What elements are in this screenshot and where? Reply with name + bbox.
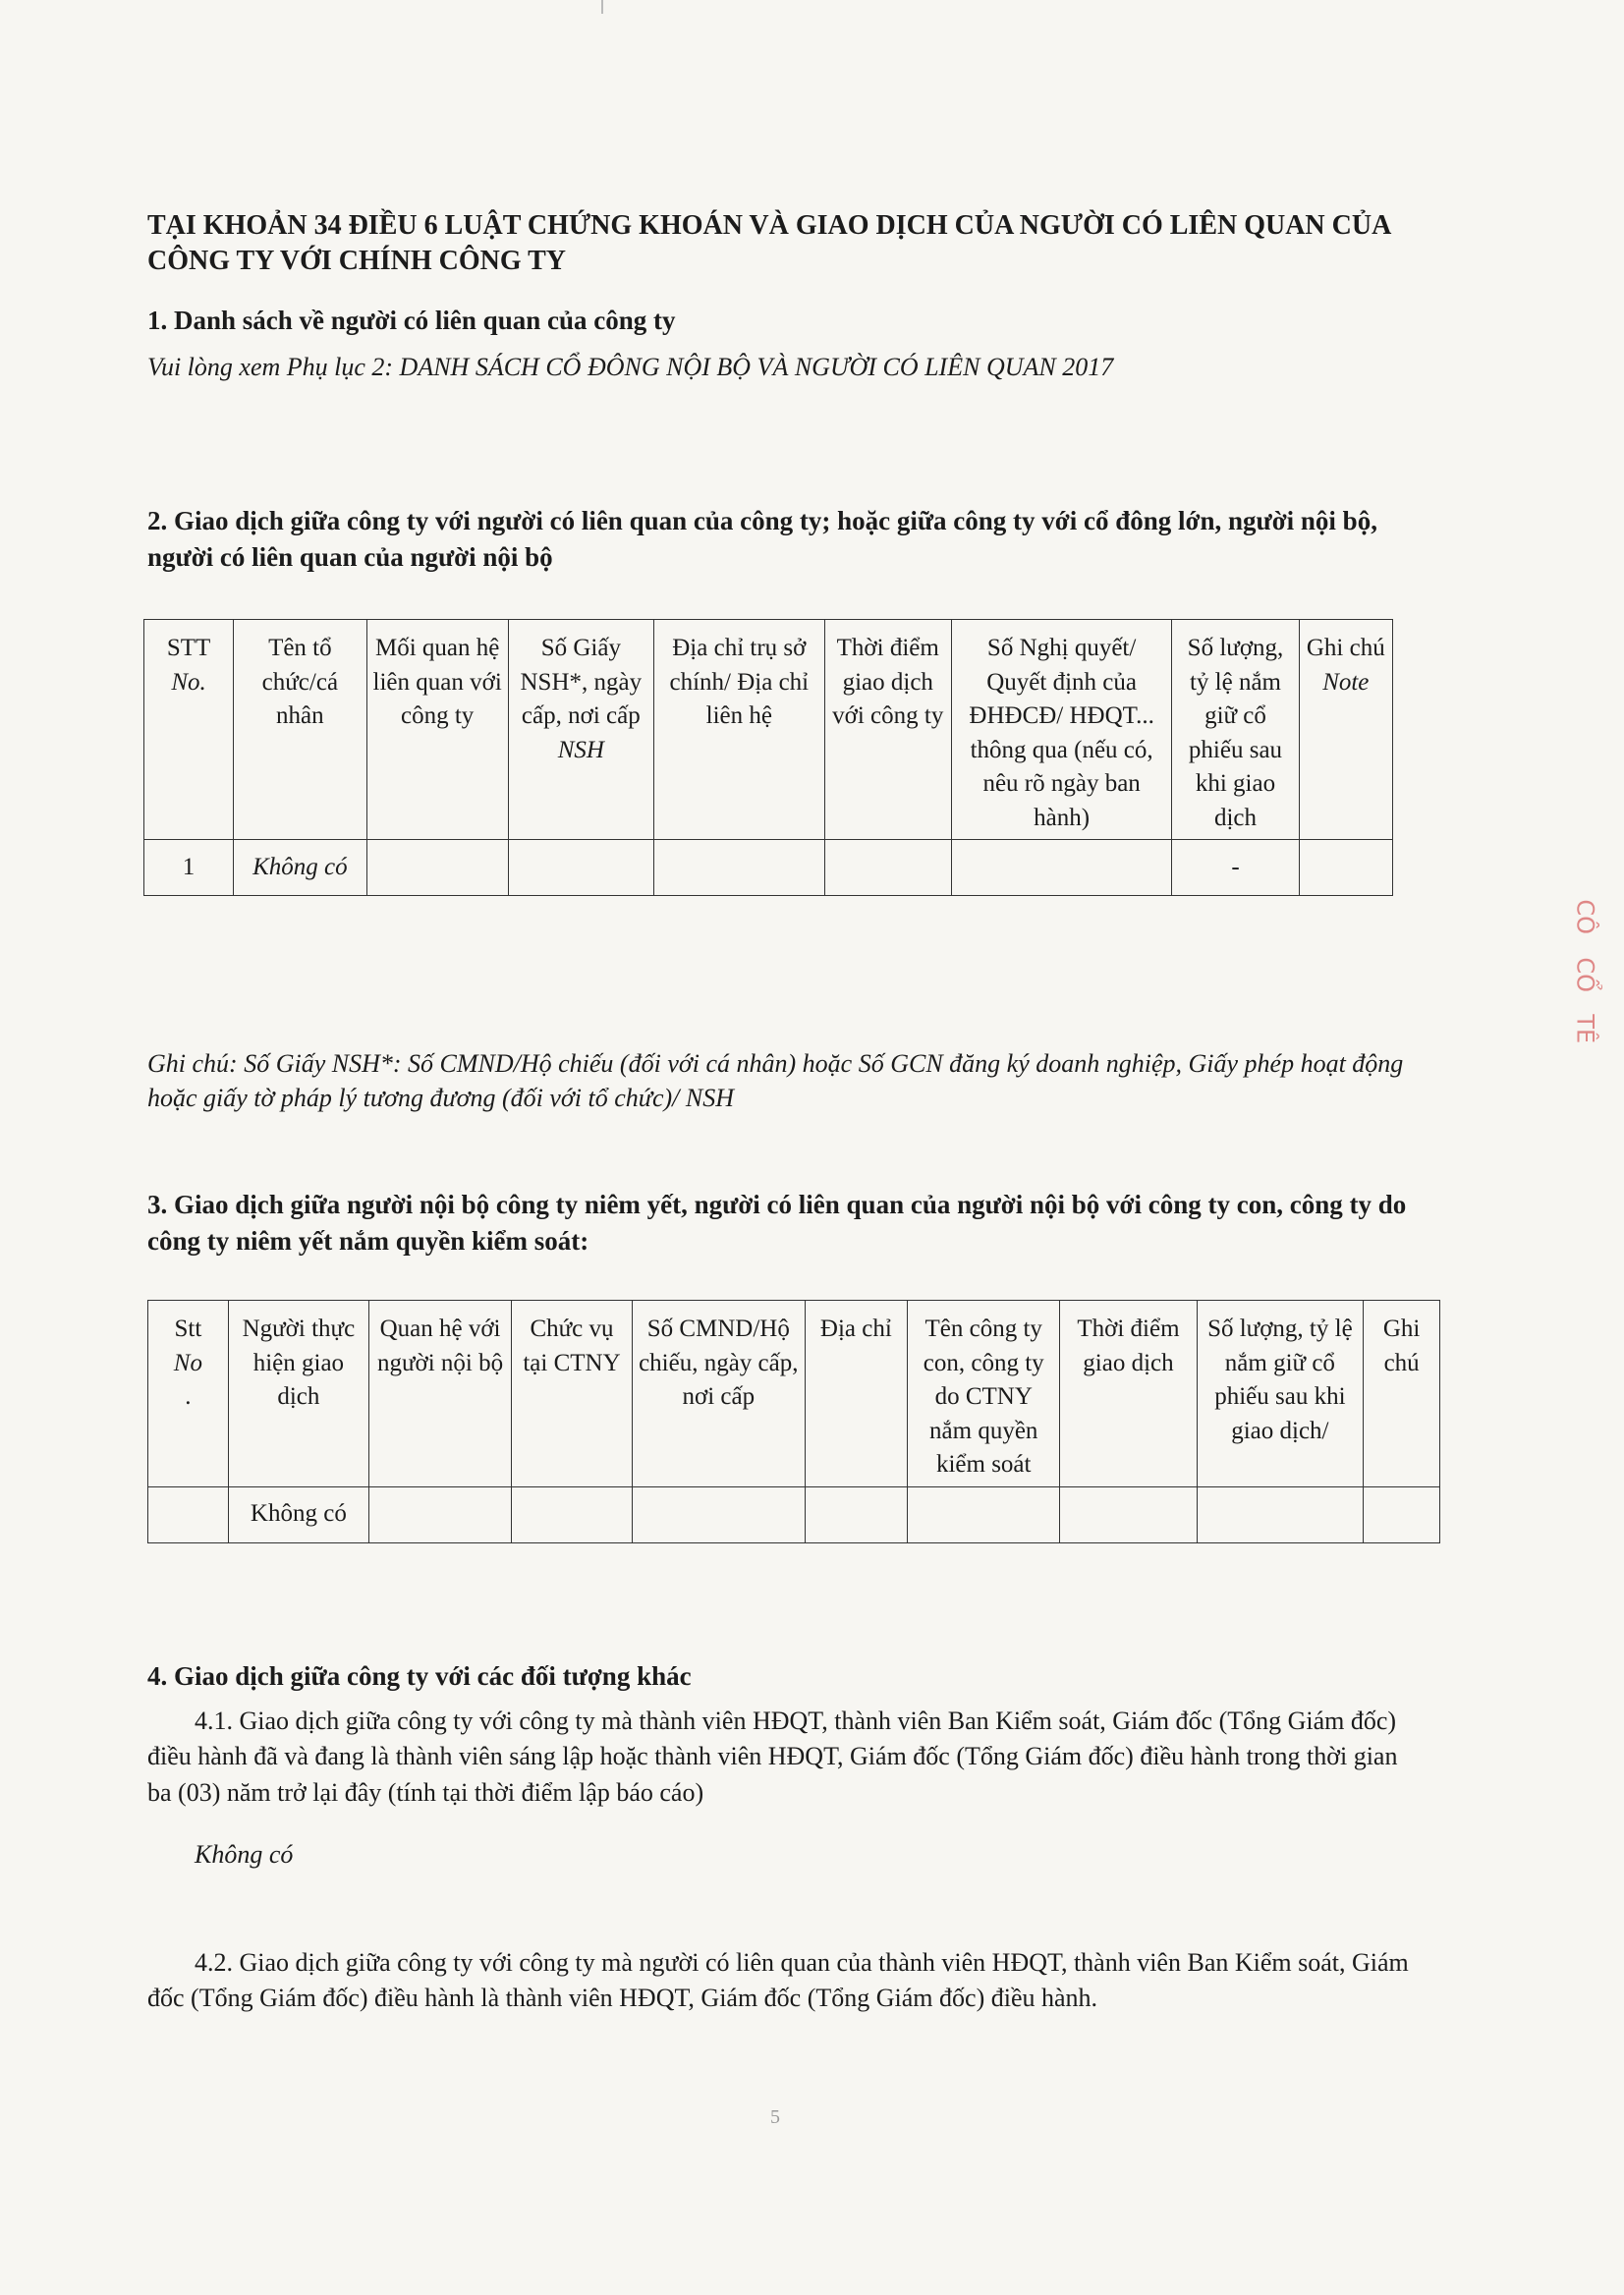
table-header-row bbox=[144, 620, 1393, 840]
section-4-2-text: 4.2. Giao dịch giữa công ty với công ty mà người có liên quan của thành viên HĐQT, thành viên Ban Kiểm soát, Giám đốc (Tổng Giám đốc) điều hành là thành viên HĐQT, Giám đốc (Tổng Giám đốc) điều hành. bbox=[147, 1948, 1409, 2013]
section-2-note: Ghi chú: Số Giấy NSH*: Số CMND/Hộ chiếu (đối với cá nhân) hoặc Số GCN đăng ký doanh nghiệp, Giấy phép hoạt động hoặc giấy tờ pháp lý tương đương (đối với tổ chức)/ NSH bbox=[147, 1049, 1404, 1113]
row-name: Không có bbox=[228, 1486, 368, 1542]
header-id: Số CMND/Hộ chiếu, ngày cấp, nơi cấp bbox=[632, 1301, 805, 1487]
table-header-row bbox=[148, 1301, 1440, 1487]
header-position: Chức vụ tại CTNY bbox=[512, 1301, 633, 1487]
section-3-title: 3. Giao dịch giữa người nội bộ công ty niêm yết, người có liên quan của người nội bộ với công ty con, công ty do công ty niêm yết nắm quyền kiểm soát: bbox=[147, 1190, 1407, 1257]
row-name: Không có bbox=[234, 840, 367, 896]
header-note: Ghi chú bbox=[1364, 1301, 1440, 1487]
header-relation: Mối quan hệ liên quan với công ty bbox=[366, 620, 508, 840]
related-party-transactions-table bbox=[143, 619, 1393, 896]
table-row bbox=[144, 840, 1393, 896]
section-4-1-answer: Không có bbox=[195, 1840, 294, 1869]
header-relation: Quan hệ với người nội bộ bbox=[368, 1301, 511, 1487]
header-name: Tên tổ chức/cá nhân bbox=[234, 620, 367, 840]
header-time: Thời điểm giao dịch với công ty bbox=[824, 620, 951, 840]
page-heading: TẠI KHOẢN 34 ĐIỀU 6 LUẬT CHỨNG KHOÁN VÀ GIAO DỊCH CỦA NGƯỜI CÓ LIÊN QUAN CỦA CÔNG TY VỚI CHÍNH CÔNG TY bbox=[147, 210, 1390, 277]
section-4-1-text: 4.1. Giao dịch giữa công ty với công ty mà thành viên HĐQT, thành viên Ban Kiểm soát, Giám đốc (Tổng Giám đốc) điều hành đã và đang là thành viên sáng lập hoặc thành viên HĐQT, Giám đốc (Tổng Giám đốc) điều hành trong thời gian ba (03) năm trở lại đây (tính tại thời điểm lập báo cáo) bbox=[147, 1707, 1398, 1807]
header-stt: STT No. bbox=[144, 620, 234, 840]
header-resolution: Số Nghị quyết/ Quyết định của ĐHĐCĐ/ HĐQT... thông qua (nếu có, nêu rõ ngày ban hành) bbox=[951, 620, 1172, 840]
scan-mark bbox=[601, 0, 603, 14]
seal-stamp-fragment: CÔ CỔ TÊ bbox=[1571, 899, 1599, 1044]
header-id: Số Giấy NSH*, ngày cấp, nơi cấp NSH bbox=[508, 620, 653, 840]
header-time: Thời điểm giao dịch bbox=[1060, 1301, 1197, 1487]
header-quantity: Số lượng, tỷ lệ nắm giữ cổ phiếu sau khi giao dịch/ bbox=[1197, 1301, 1364, 1487]
header-address: Địa chỉ trụ sở chính/ Địa chỉ liên hệ bbox=[653, 620, 824, 840]
table-row bbox=[148, 1486, 1440, 1542]
section-1-title: 1. Danh sách về người có liên quan của công ty bbox=[147, 306, 676, 335]
header-note: Ghi chú Note bbox=[1299, 620, 1392, 840]
section-1-note: Vui lòng xem Phụ lục 2: DANH SÁCH CỔ ĐÔNG NỘI BỘ VÀ NGƯỜI CÓ LIÊN QUAN 2017 bbox=[147, 353, 1114, 381]
header-person: Người thực hiện giao dịch bbox=[228, 1301, 368, 1487]
row-stt: 1 bbox=[144, 840, 234, 896]
section-2-title: 2. Giao dịch giữa công ty với người có liên quan của công ty; hoặc giữa công ty với cổ đông lớn, người nội bộ, người có liên quan của người nội bộ bbox=[147, 506, 1377, 573]
header-address: Địa chỉ bbox=[805, 1301, 907, 1487]
row-quantity: - bbox=[1172, 840, 1299, 896]
section-4-title: 4. Giao dịch giữa công ty với các đối tượng khác bbox=[147, 1661, 692, 1691]
header-quantity: Số lượng, tỷ lệ nắm giữ cổ phiếu sau khi giao dịch bbox=[1172, 620, 1299, 840]
page-number: 5 bbox=[770, 2106, 780, 2128]
insider-subsidiary-transactions-table bbox=[147, 1300, 1440, 1543]
header-subsidiary: Tên công ty con, công ty do CTNY nắm quyền kiểm soát bbox=[908, 1301, 1060, 1487]
header-stt: Stt No . bbox=[148, 1301, 229, 1487]
